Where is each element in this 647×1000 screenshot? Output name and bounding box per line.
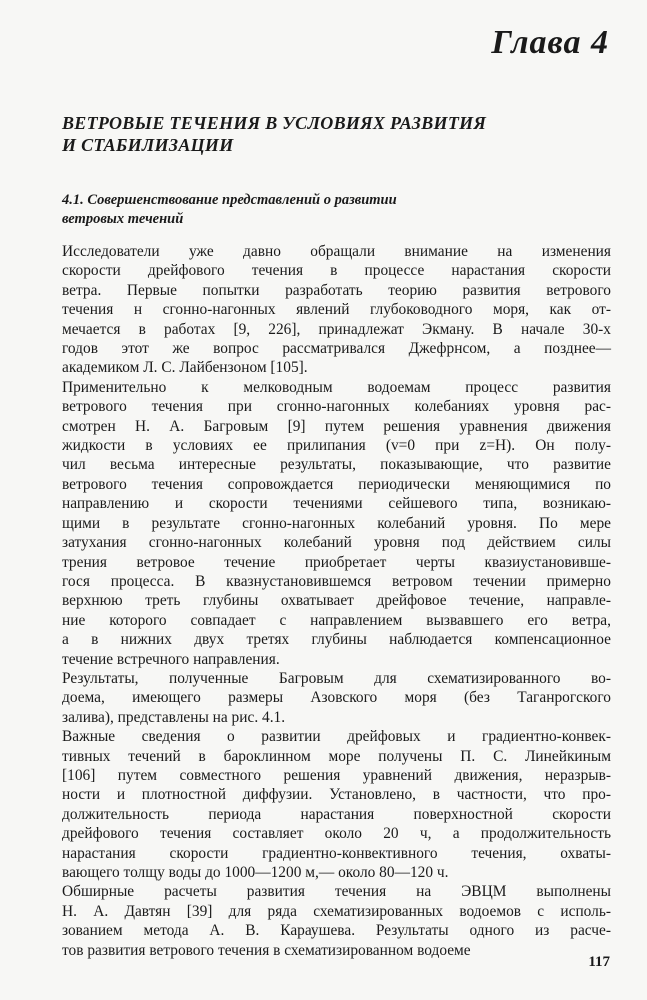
body-text <box>62 242 611 960</box>
text-line: течение встречного направления. <box>62 650 280 668</box>
page-number: 117 <box>588 954 610 970</box>
text-line: Исследователи уже давно обращали внимание на изменения <box>62 243 611 260</box>
text-line: направлению и скорости течениями сейшевого типа, возникаю- <box>62 495 611 513</box>
text-line: ветрового течения сопровождается периодически меняющимися по <box>62 475 611 493</box>
text-line: течения н сгонно-нагонных явлений глубоководного моря, как от- <box>62 301 611 319</box>
chapter-heading: Глава 4 <box>491 24 609 61</box>
text-line: щими в результате сгонно-нагонных колебаний уровня. По мере <box>62 514 611 532</box>
section-heading-line: ветровых течений <box>62 211 184 227</box>
text-line: мечается в работах [9, 226], принадлежат Экману. В начале 30-х <box>62 320 611 338</box>
chapter-title-line: И СТАБИЛИЗАЦИИ <box>62 135 234 155</box>
text-line: ветрового течения при сгонно-нагонных колебаниях уровня рас- <box>62 398 611 416</box>
text-line: Применительно к мелководным водоемам процесс развития <box>62 378 611 396</box>
text-line: Важные сведения о развитии дрейфовых и градиентно-конвек- <box>62 728 611 746</box>
text-line: верхнюю треть глубины охватывает дрейфовое течение, направле- <box>62 592 611 610</box>
section-heading <box>62 191 582 229</box>
text-line: Результаты, полученные Багровым для схематизированного во- <box>62 669 611 687</box>
paragraph <box>62 727 611 882</box>
text-line: скорости дрейфового течения в процессе нарастания скорости <box>62 262 611 280</box>
text-line: ности и плотностной диффузии. Установлено, в частности, что про- <box>62 786 611 804</box>
section-heading-line: 4.1. Совершенствование представлений о развитии <box>62 192 397 208</box>
text-line: затухания сгонно-нагонных колебаний уровня под действием силы <box>62 534 611 552</box>
text-line: тивных течений в бароклинном море получены П. С. Линейкиным <box>62 747 611 765</box>
paragraph <box>62 242 611 378</box>
text-line: жидкости в условиях ее прилипания (v=0 при z=H). Он полу- <box>62 437 611 455</box>
text-line: зованием метода А. В. Караушева. Результаты одного из расче- <box>62 922 611 940</box>
text-line: гося процесса. В квазнустановившемся ветровом течении примерно <box>62 572 611 590</box>
text-line: академиком Л. С. Лайбензоном [105]. <box>62 359 308 377</box>
text-line: залива), представлены на рис. 4.1. <box>62 708 286 726</box>
text-line: должительность периода нарастания поверхностной скорости <box>62 805 611 823</box>
text-line: смотрен Н. А. Багровым [9] путем решения уравнения движения <box>62 417 611 435</box>
paragraph <box>62 882 611 960</box>
text-line: дрейфового течения составляет около 20 ч, а продолжительность <box>62 825 611 843</box>
paragraph <box>62 669 611 727</box>
text-line: ние которого совпадает с направлением вызвавшего его ветра, <box>62 611 611 629</box>
text-line: а в нижних двух третях глубины наблюдается компенсационное <box>62 631 611 649</box>
paragraph <box>62 378 611 669</box>
text-line: Обширные расчеты развития течения на ЭВЦМ выполнены <box>62 883 611 901</box>
text-line: чил весьма интересные результаты, показывающие, что развитие <box>62 456 611 474</box>
text-line: доема, имеющего размеры Азовского моря (без Таганрогского <box>62 689 611 707</box>
text-line: Н. А. Давтян [39] для ряда схематизированных водоемов с исполь- <box>62 902 611 920</box>
chapter-title-line: ВЕТРОВЫЕ ТЕЧЕНИЯ В УСЛОВИЯХ РАЗВИТИЯ <box>62 113 487 133</box>
text-line: ветра. Первые попытки разработать теорию развития ветрового <box>62 281 611 299</box>
text-line: вающего толщу воды до 1000—1200 м,— около 80—120 ч. <box>62 864 449 881</box>
chapter-title <box>62 112 582 156</box>
text-line: нарастания скорости градиентно-конвективного течения, охваты- <box>62 844 611 862</box>
text-line: годов этот же вопрос рассматривался Джефрнсом, а позднее— <box>62 340 611 358</box>
text-line: трения ветровое течение приобретает черты квазиустановивше- <box>62 553 611 571</box>
text-line: тов развития ветрового течения в схематизированном водоеме <box>62 941 471 959</box>
text-line: [106] путем совместного решения уравнений движения, неразрыв- <box>62 766 611 784</box>
